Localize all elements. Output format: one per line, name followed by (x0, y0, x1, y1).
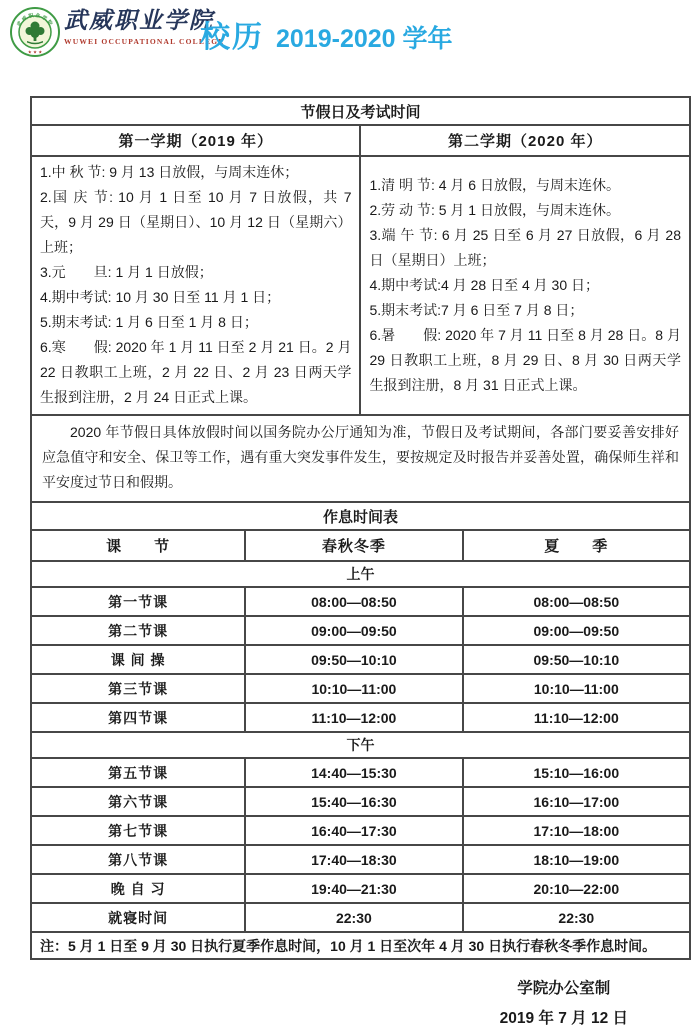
page-footer (0, 974, 698, 1034)
college-name-en: WUWEI OCCUPATIONAL COLLEGE (64, 37, 225, 46)
daily-schedule-table (30, 501, 691, 960)
schedule-row (31, 787, 690, 816)
college-logo-icon (10, 7, 60, 57)
semester-header-row (31, 125, 690, 156)
schedule-note: 注：5 月 1 日至 9 月 30 日执行夏季作息时间，10 月 1 日至次年 4 月 30 日执行春秋冬季作息时间。 (31, 932, 690, 959)
period-label: 第一节课 (31, 587, 245, 616)
schedule-row (31, 903, 690, 932)
schedule-row (31, 816, 690, 845)
issue-date: 2019 年 7 月 12 日 (499, 1010, 628, 1027)
holiday-item: 5.期末考试:7 月 6 日至 7 月 8 日； (369, 301, 584, 318)
schedule-row (31, 758, 690, 787)
holiday-item: 3.端 午 节: 6 月 25 日至 6 月 27 日放假，6 月 28 日（星期日）上班； (369, 226, 681, 268)
period-label: 就寝时间 (31, 903, 245, 932)
time-value: 18:10—19:00 (463, 845, 690, 874)
col-header-period: 课 节 (31, 530, 245, 561)
schedule-row (31, 645, 690, 674)
holiday-item: 4.期中考试:4 月 28 日至 4 月 30 日； (369, 276, 599, 293)
holiday-item: 2.国 庆 节: 10 月 1 日至 10 月 7 日放假，共 7 天，9 月 29 日（星期日）、10 月 12 日（星期六）上班； (40, 189, 352, 255)
period-label: 第八节课 (31, 845, 245, 874)
semester-1-holidays (31, 156, 360, 415)
time-value: 10:10—11:00 (245, 674, 462, 703)
schedule-title-row (31, 502, 690, 530)
title-school-year: 2019-2020 学年 (276, 25, 453, 53)
period-label: 课 间 操 (31, 645, 245, 674)
col-header-summer: 夏 季 (463, 530, 690, 561)
time-value: 16:40—17:30 (245, 816, 462, 845)
schedule-note-row (31, 932, 690, 959)
holiday-item: 6.暑 假: 2020 年 7 月 11 日至 8 月 28 日。8 月 29 日教职工上班，8 月 29 日、8 月 30 日两天学生报到注册，8 月 31 日正式上课。 (369, 326, 681, 393)
period-label: 第三节课 (31, 674, 245, 703)
period-label: 第二节课 (31, 616, 245, 645)
schedule-table-title: 作息时间表 (31, 502, 690, 530)
time-value: 22:30 (463, 903, 690, 932)
svg-text:★ ★ ★: ★ ★ ★ (27, 49, 43, 55)
morning-section (31, 561, 690, 732)
time-value: 11:10—12:00 (245, 703, 462, 732)
time-value: 09:50—10:10 (245, 645, 462, 674)
time-value: 09:50—10:10 (463, 645, 690, 674)
title-calendar: 校历 (200, 21, 264, 54)
holiday-exam-table (30, 96, 691, 503)
section-label-row-afternoon (31, 732, 690, 758)
time-value: 15:10—16:00 (463, 758, 690, 787)
time-value: 19:40—21:30 (245, 874, 462, 903)
time-value: 09:00—09:50 (463, 616, 690, 645)
period-label: 第五节课 (31, 758, 245, 787)
holiday-item: 1.中 秋 节: 9 月 13 日放假，与周末连休； (40, 164, 299, 180)
time-value: 08:00—08:50 (463, 587, 690, 616)
semester-content-row (31, 156, 690, 415)
semester-2-holidays (360, 156, 690, 415)
schedule-header-row (31, 530, 690, 561)
time-value: 16:10—17:00 (463, 787, 690, 816)
col-header-spring-autumn-winter: 春秋冬季 (245, 530, 462, 561)
time-value: 08:00—08:50 (245, 587, 462, 616)
college-name-zh: 武威职业学院 (64, 7, 214, 34)
section-label-row-morning (31, 561, 690, 587)
time-value: 22:30 (245, 903, 462, 932)
issued-by: 学院办公室制 (517, 980, 611, 997)
notice-cell (31, 415, 690, 502)
semester-1-header: 第一学期（2019 年） (31, 125, 360, 156)
time-value: 15:40—16:30 (245, 787, 462, 816)
afternoon-section (31, 732, 690, 932)
period-label: 第四节课 (31, 703, 245, 732)
holiday-item: 5.期末考试: 1 月 6 日至 1 月 8 日； (40, 314, 258, 330)
time-value: 10:10—11:00 (463, 674, 690, 703)
schedule-row (31, 674, 690, 703)
section-label-afternoon: 下午 (31, 732, 690, 758)
time-value: 11:10—12:00 (463, 703, 690, 732)
holiday-item: 1.清 明 节: 4 月 6 日放假，与周末连休。 (369, 176, 620, 193)
schedule-row (31, 845, 690, 874)
semester-2-header: 第二学期（2020 年） (360, 125, 690, 156)
time-value: 17:10—18:00 (463, 816, 690, 845)
schedule-row (31, 587, 690, 616)
svg-text:武 威 职 业 学 院: 武 威 职 业 学 院 (16, 12, 54, 28)
holiday-table-title-row (31, 97, 690, 125)
schedule-row (31, 703, 690, 732)
period-label: 第六节课 (31, 787, 245, 816)
holiday-item: 4.期中考试: 10 月 30 日至 11 月 1 日； (40, 289, 281, 305)
holiday-notice-text: 2020 年节假日具体放假时间以国务院办公厅通知为准，节假日及考试期间，各部门要妥善安排好应急值守和安全、保卫等工作，遇有重大突发事件发生，要按规定及时报告并妥善处置，确保师生祥和平安度过节日和假期。 (42, 424, 679, 490)
holiday-item: 2.劳 动 节: 5 月 1 日放假，与周末连休。 (369, 201, 620, 218)
time-value: 17:40—18:30 (245, 845, 462, 874)
holiday-table-title: 节假日及考试时间 (31, 97, 690, 125)
time-value: 20:10—22:00 (463, 874, 690, 903)
college-name-block (64, 7, 225, 46)
page-header (0, 0, 698, 96)
time-value: 09:00—09:50 (245, 616, 462, 645)
time-value: 14:40—15:30 (245, 758, 462, 787)
document-title (200, 12, 453, 56)
notice-row (31, 415, 690, 502)
period-label: 晚 自 习 (31, 874, 245, 903)
schedule-row (31, 616, 690, 645)
section-label-morning: 上午 (31, 561, 690, 587)
schedule-row (31, 874, 690, 903)
period-label: 第七节课 (31, 816, 245, 845)
holiday-item: 3.元 旦: 1 月 1 日放假； (40, 264, 213, 280)
holiday-item: 6.寒 假: 2020 年 1 月 11 日至 2 月 21 日。2 月 22 日教职工上班，2 月 22 日、2 月 23 日两天学生报到注册，2 月 24 日正式上课。 (40, 339, 352, 405)
